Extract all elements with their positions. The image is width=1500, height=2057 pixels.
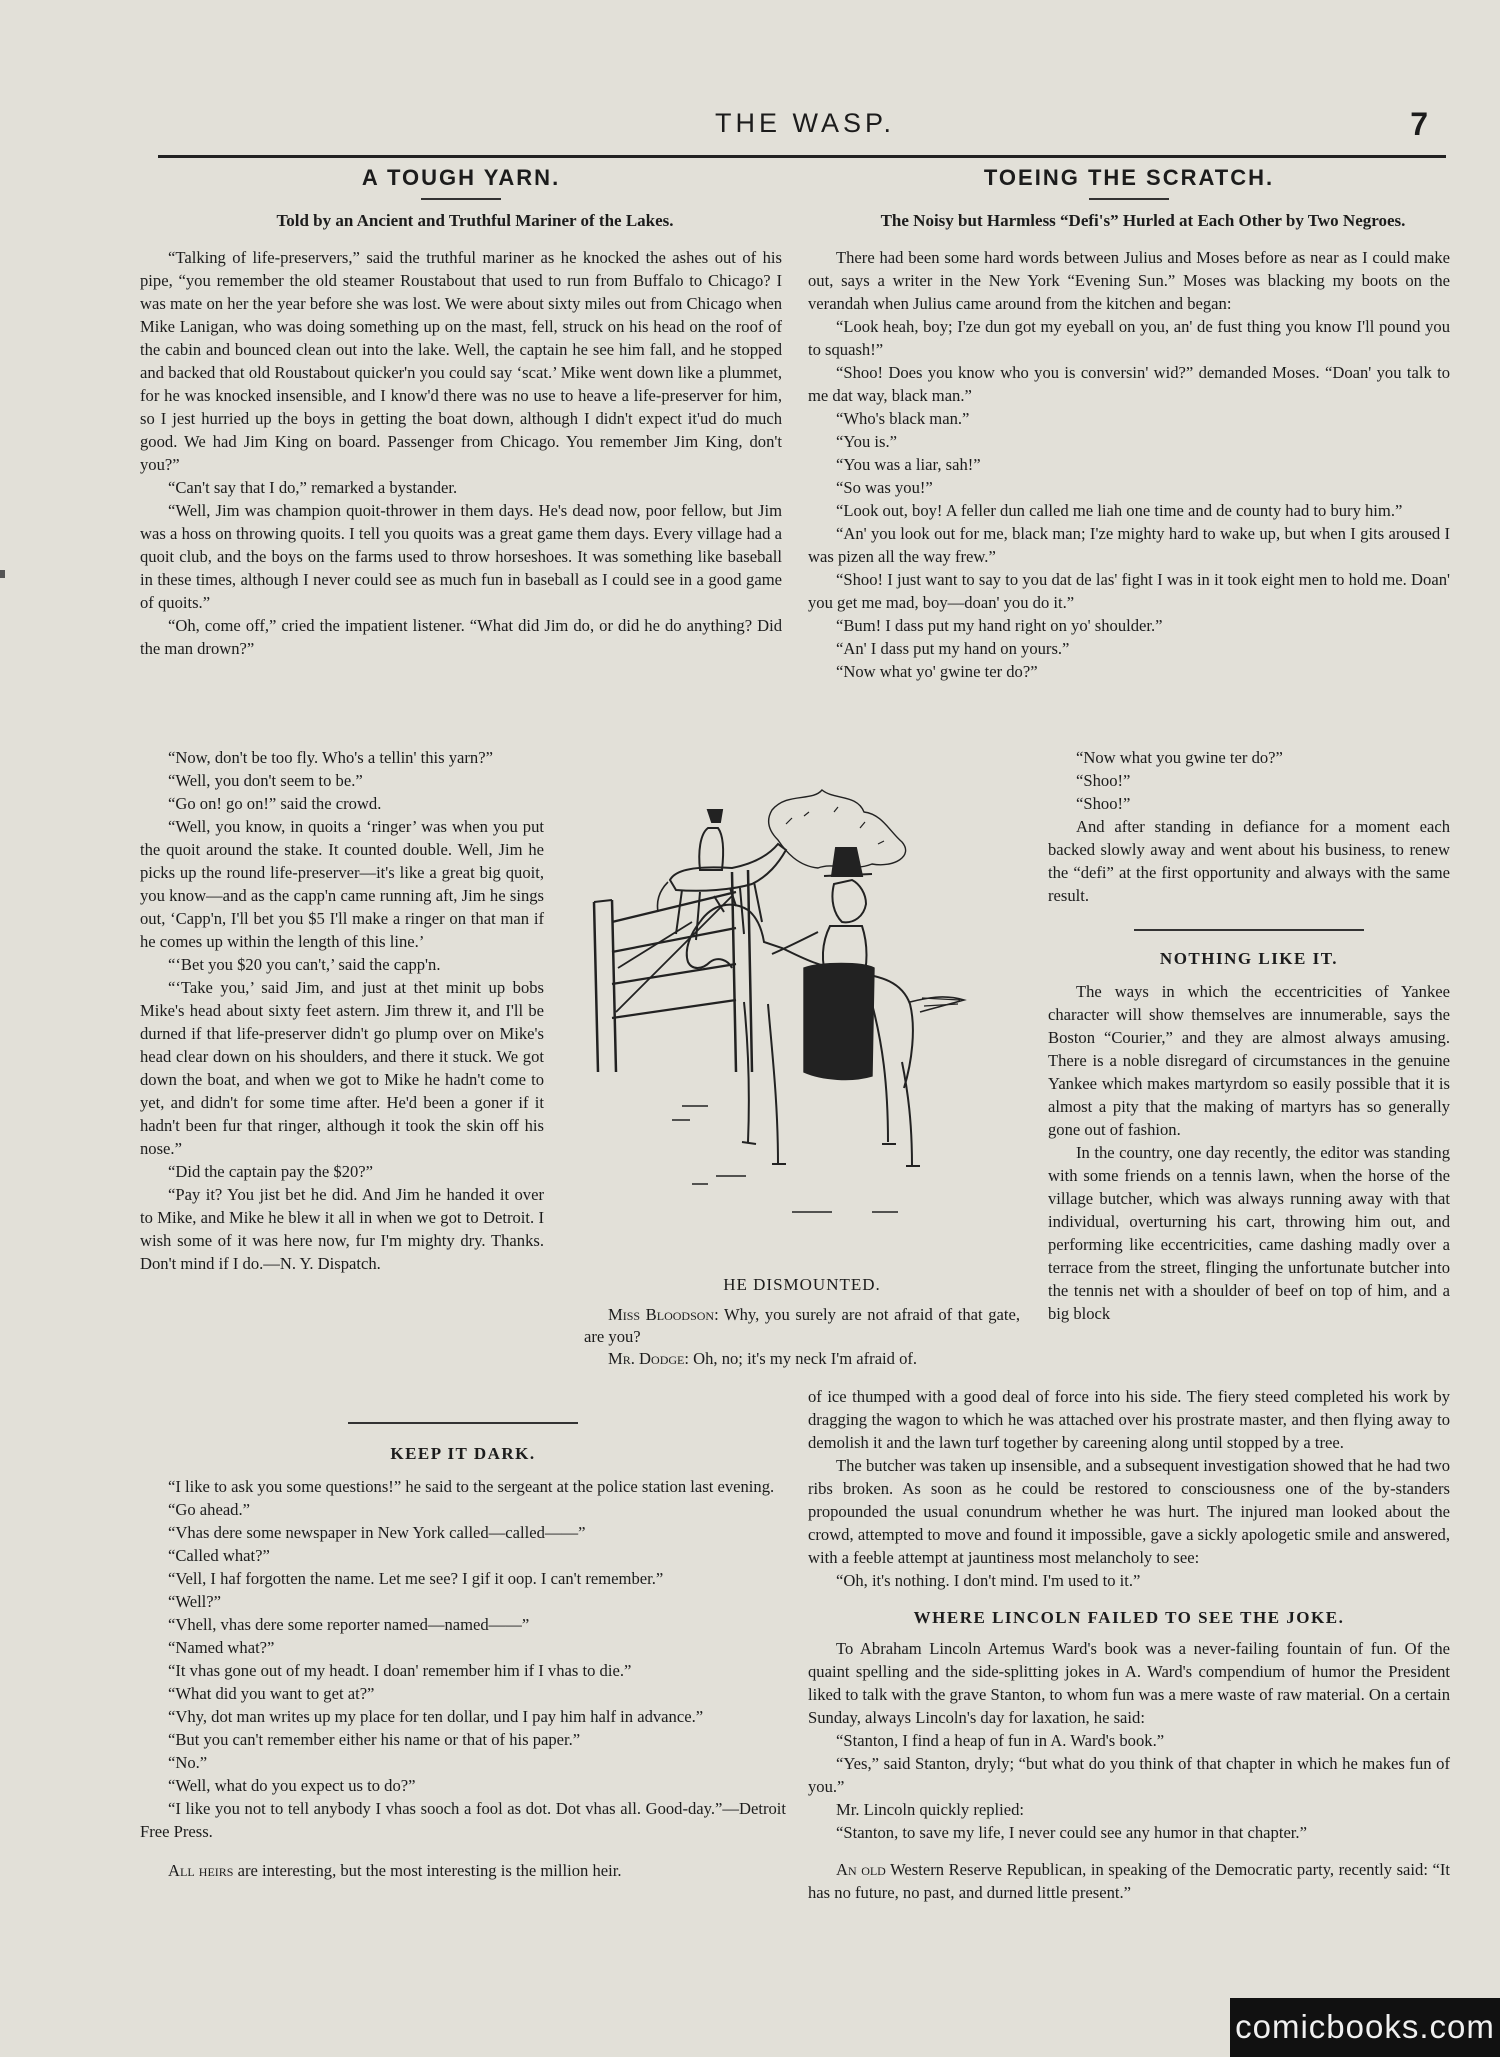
paragraph: “Vell, I haf forgotten the name. Let me see? I gif it oop. I can't remember.” [168,1569,664,1588]
paragraph: “Shoo! Does you know who you is conversin' wid?” demanded Moses. “Doan' you talk to me dat way, black man.” [808,363,1450,405]
paragraph [808,1858,1450,1904]
paragraph: “Go ahead.” [168,1500,250,1519]
paragraph: “Oh, it's nothing. I don't mind. I'm used to it.” [836,1571,1141,1590]
article-subtitle: The Noisy but Harmless “Defi's” Hurled at Each Other by Two Negroes. [880,211,1406,230]
paragraph: “Shoo!” [1076,771,1131,790]
caption-line-1 [584,1304,1020,1348]
paragraph: “No.” [168,1753,208,1772]
section-separator [1134,929,1364,931]
paragraph: “Now what yo' gwine ter do?” [836,662,1038,681]
paragraph: “Vhy, dot man writes up my place for ten dollar, und I pay him half in advance.” [168,1707,704,1726]
paragraph: “Go on! go on!” said the crowd. [168,794,382,813]
page-number: 7 [1410,106,1428,142]
paragraph: “Vhell, vhas dere some reporter named—named——” [168,1615,530,1634]
article-tough-yarn [140,166,782,660]
paragraph: “You was a liar, sah!” [836,455,981,474]
paragraph: The ways in which the eccentricities of Yankee character will show themselves are innumerable, says the Boston “Courier,” and they are almost always amusing. There is a noble disregard of circumstances in the genuine Yankee which makes martyrdom so easily possible that it is almost a pity that the making of martyrs has so generally gone out of fashion. [1048,982,1450,1139]
lead-in: An old [836,1860,886,1879]
paragraph: “Well?” [168,1592,222,1611]
paragraph: “Can't say that I do,” remarked a bystander. [168,478,458,497]
paragraph: Mr. Lincoln quickly replied: [836,1800,1025,1819]
paragraph: “Well, what do you expect us to do?” [168,1776,416,1795]
paragraph: “Talking of life-preservers,” said the truthful mariner as he knocked the ashes out of his pipe, “you remember the old steamer Roustabout that used to run from Buffalo to Chicago? I was mate on her the year before she was lost. We were about sixty miles out from Chicago when Mike Lanigan, who was doing something up on the mast, fell, struck on his head on the roof of the cabin and bounced clean out into the lake. Well, the captain he see him fall, and he stopped and backed that old Roustabout quicker'n you could say ‘scat.’ Mike went down like a plummet, for he was knocked insensible, and I know'd there was no use to heave a life-preserver for him, so I jest hurried up the boys in getting the boat down, although I didn't expect it'ud do much good. We had Jim King on board. Passenger from Chicago. You remember Jim King, don't you?” [140,248,782,474]
article-title: NOTHING LIKE IT. [1159,949,1339,968]
watermark-banner [1230,1998,1500,2057]
caption-title: HE DISMOUNTED. [723,1275,881,1294]
paragraph: To Abraham Lincoln Artemus Ward's book was a never-failing fountain of fun. Of the quaint spelling and the side-splitting jokes in A. Ward's compendium of humor the President liked to talk with the grave Stanton, to whom fun was a mere waste of raw material. On a certain Sunday, always Lincoln's day for laxation, he said: [808,1639,1450,1727]
paragraph [140,1859,786,1882]
paragraph: “Look out, boy! A feller dun called me liah one time and de county had to bury him.” [836,501,1403,520]
paragraph: “Now what you gwine ter do?” [1076,748,1283,767]
paragraph: “So was you!” [836,478,933,497]
article-keep-it-dark [140,1422,786,1882]
paragraph: “Stanton, to save my life, I never could see any humor in that chapter.” [836,1823,1307,1842]
paragraph: “Called what?” [168,1546,270,1565]
watermark-text: comicbooks.com [1235,2008,1495,2045]
paragraph-rest: Western Reserve Republican, in speaking of the Democratic party, recently said: “It has no future, no past, and durned little present.” [808,1860,1450,1902]
paragraph-rest: are interesting, but the most interesting is the million heir. [233,1861,622,1880]
paragraph: “Stanton, I find a heap of fun in A. Ward's book.” [836,1731,1165,1750]
article-title: A TOUGH YARN. [361,165,561,190]
article-toeing-the-scratch-continued [1048,746,1450,1325]
paragraph: “Pay it? You jist bet he did. And Jim he handed it over to Mike, and Mike he blew it all in when we got to Detroit. I wish some of it was here now, fur I'm mighty dry. Thanks. Don't mind if I do.—N. Y. Dispatch. [140,1185,544,1273]
article-title: WHERE LINCOLN FAILED TO SEE THE JOKE. [913,1608,1345,1627]
paragraph: “I like you not to tell anybody I vhas sooch a fool as dot. Dot vhas all. Good-day.”—Detroit Free Press. [140,1799,786,1841]
paragraph: “Well, Jim was champion quoit-thrower in them days. He's dead now, poor fellow, but Jim was a hoss on throwing quoits. I tell you quoits was a great game them days. Every village had a quoit club, and the boys on the farms used to throw horseshoes. It was something like baseball in these times, although I never could see as much fun in baseball as I could see in a good game of quoits.” [140,501,782,612]
paragraph: “Yes,” said Stanton, dryly; “but what do you think of that chapter in which he makes fun of you.” [808,1754,1450,1796]
caption-line-2 [584,1348,1020,1370]
paragraph: “Did the captain pay the $20?” [168,1162,374,1181]
paragraph: The butcher was taken up insensible, and a subsequent investigation showed that he had two ribs broken. As soon as he could be restored to consciousness one of the by-standers propounded the usual conundrum whether he was hurt. The injured man looked about the crowd, attempted to move and found it impossible, gave a sickly apologetic smile and answered, with a feeble attempt at jauntiness most melancholy to see: [808,1456,1450,1567]
paragraph: “It vhas gone out of my headt. I doan' remember him if I vhas to die.” [168,1661,632,1680]
paragraph: “Well, you don't seem to be.” [168,771,363,790]
article-title: KEEP IT DARK. [390,1444,536,1463]
paragraph: “What did you want to get at?” [168,1684,375,1703]
paragraph: “An' you look out for me, black man; I'ze mighty hard to wake up, but when I gits aroused I was pizen all the way frew.” [808,524,1450,566]
title-rule [421,198,501,200]
title-rule [1089,198,1169,200]
paragraph: “An' I dass put my hand on yours.” [836,639,1070,658]
article-subtitle: Told by an Ancient and Truthful Mariner of the Lakes. [276,211,674,230]
article-nothing-like-it-continued [808,1385,1450,1904]
caption-text-1: Why, you surely are not afraid of that gate, are you? [584,1305,1020,1346]
paragraph: “Named what?” [168,1638,275,1657]
paragraph: “‘Bet you $20 you can't,’ said the capp'n. [168,955,441,974]
masthead [160,108,1450,148]
article-toeing-the-scratch [808,166,1450,683]
page-edge-mark [0,570,5,578]
paragraph: “Shoo! I just want to say to you dat de las' fight I was in it took eight men to hold me. Doan' you get me mad, boy—doan' you do it.” [808,570,1450,612]
caption-speaker-2: Mr. Dodge: [608,1349,689,1368]
paragraph: In the country, one day recently, the editor was standing with some friends on a tennis lawn, when the horse of the village butcher, which was always running away with that individual, overturning his cart, throwing him out, and performing like eccentricities, came dashing madly over a terrace from the street, flinging the unfortunate butcher into the tennis net with a shoulder of beef on top of him, and a big block [1048,1143,1450,1323]
paragraph: “Vhas dere some newspaper in New York called—called——” [168,1523,586,1542]
paragraph: “Bum! I dass put my hand right on yo' shoulder.” [836,616,1163,635]
paragraph: “Oh, come off,” cried the impatient listener. “What did Jim do, or did he do anything? Did the man drown?” [140,616,782,658]
article-title: TOEING THE SCRATCH. [983,165,1275,190]
paragraph: “Shoo!” [1076,794,1131,813]
paragraph: “You is.” [836,432,898,451]
paragraph: “I like to ask you some questions!” he said to the sergeant at the police station last evening. [168,1477,775,1496]
paragraph: There had been some hard words between Julius and Moses before as near as I could make out, says a writer in the New York “Evening Sun.” Moses was blacking my boots on the verandah when Julius came around from the kitchen and began: [808,248,1450,313]
horse-gate-illustration [572,772,1018,1257]
paragraph: “But you can't remember either his name or that of his paper.” [168,1730,581,1749]
paragraph: “Well, you know, in quoits a ‘ringer’ was when you put the quoit around the stake. It counted double. Well, Jim he picks up the round life-preserver—it's like a great big quoit, you know—and as the capp'n came running aft, Jim he sings out, ‘Capp'n, I'll bet you $5 I'll make a ringer on that man if he comes up within the length of this line.’ [140,817,544,951]
article-tough-yarn-continued [140,746,544,1275]
masthead-rule [158,155,1446,158]
caption-text-2: Oh, no; it's my neck I'm afraid of. [688,1349,918,1368]
masthead-title: THE WASP. [714,108,896,138]
paragraph: “Now, don't be too fly. Who's a tellin' this yarn?” [168,748,493,767]
illustration-caption [584,1274,1020,1370]
paragraph: “‘Take you,’ said Jim, and just at thet minit up bobs Mike's head about sixty feet astern. Jim threw it, and I'll be durned if that life-preserver didn't go plump over on Mike's head clear down on his shoulders, and there it stuck. We got down the boat, and when we got to Mike he hadn't come to yet, and didn't for some time after. He'd been a goner if it hadn't been fur that ringer, although it took the skin off his nose.” [140,978,544,1158]
caption-speaker-1: Miss Bloodson: [608,1305,719,1324]
paragraph: “Who's black man.” [836,409,970,428]
lead-in: All heirs [168,1861,234,1880]
paragraph: “Look heah, boy; I'ze dun got my eyeball on you, an' de fust thing you know I'll pound you to squash!” [808,317,1450,359]
paragraph: of ice thumped with a good deal of force into his side. The fiery steed completed his work by dragging the wagon to which he was attached over his prostrate master, and then flying away to demolish it and the lawn turf together by careening along until stopped by a tree. [808,1387,1450,1452]
paragraph: And after standing in defiance for a moment each backed slowly away and went about his business, to renew the “defi” at the first opportunity and always with the same result. [1048,817,1450,905]
section-separator [348,1422,578,1424]
